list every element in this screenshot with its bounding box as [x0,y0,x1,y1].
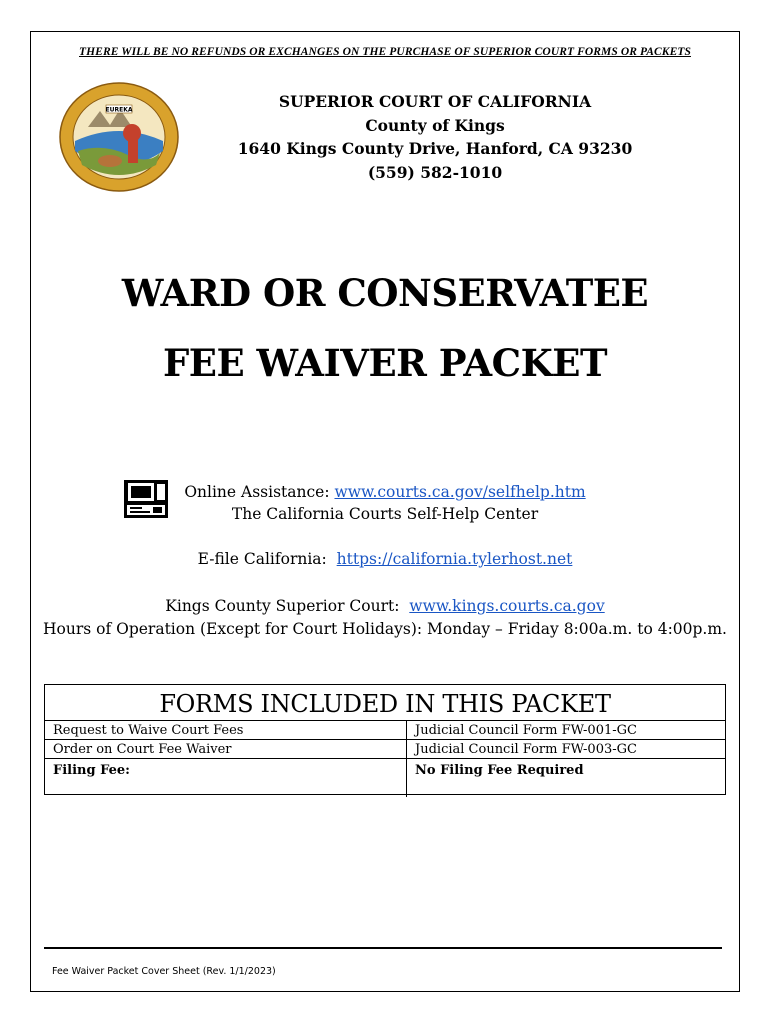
seal-motto: EUREKA [105,106,133,114]
court-name: SUPERIOR COURT OF CALIFORNIA [278,92,592,111]
selfhelp-link[interactable]: www.courts.ca.gov/selfhelp.htm [334,483,586,501]
footer-divider [44,947,722,949]
filing-fee-label: Filing Fee: [45,759,407,798]
online-assistance-line [0,481,770,503]
superior-court-link[interactable]: www.kings.courts.ca.gov [409,597,605,615]
efile-link[interactable]: https://california.tylerhost.net [336,550,573,568]
hours-of-operation: Hours of Operation (Except for Court Holidays): Monday – Friday 8:00a.m. to 4:00p.m. [43,620,727,638]
superior-court-line [0,595,770,617]
form-name: Request to Waive Court Fees [45,721,407,740]
table-row [45,721,725,740]
superior-court-label: Kings County Superior Court: [165,597,410,615]
form-number: Judicial Council Form FW-001-GC [407,721,726,740]
packet-title [0,258,770,398]
efile-label: E-file California: [197,550,337,568]
efile-line [0,548,770,570]
filing-fee-row [45,759,725,798]
court-phone: (559) 582-1010 [367,162,503,182]
forms-table [45,721,725,797]
form-name: Order on Court Fee Waiver [45,740,407,759]
form-number: Judicial Council Form FW-003-GC [407,740,726,759]
packet-title-line1: WARD OR CONSERVATEE [121,271,649,315]
selfhelp-center-text: The California Courts Self-Help Center [231,505,539,523]
court-address: 1640 Kings County Drive, Hanford, CA 93230 [237,139,633,158]
court-header [160,90,710,184]
packet-title-line2: FEE WAIVER PACKET [163,341,607,385]
no-refunds-notice: THERE WILL BE NO REFUNDS OR EXCHANGES ON THE PURCHASE OF SUPERIOR COURT FORMS OR PACKETS [79,46,691,58]
forms-included-box [44,684,726,795]
online-assistance-label: Online Assistance: [184,483,335,501]
footer-revision: Fee Waiver Packet Cover Sheet (Rev. 1/1/2023) [52,966,276,977]
court-county: County of Kings [365,115,505,135]
filing-fee-value: No Filing Fee Required [415,763,584,778]
forms-included-title: FORMS INCLUDED IN THIS PACKET [45,685,725,721]
table-row [45,740,725,759]
